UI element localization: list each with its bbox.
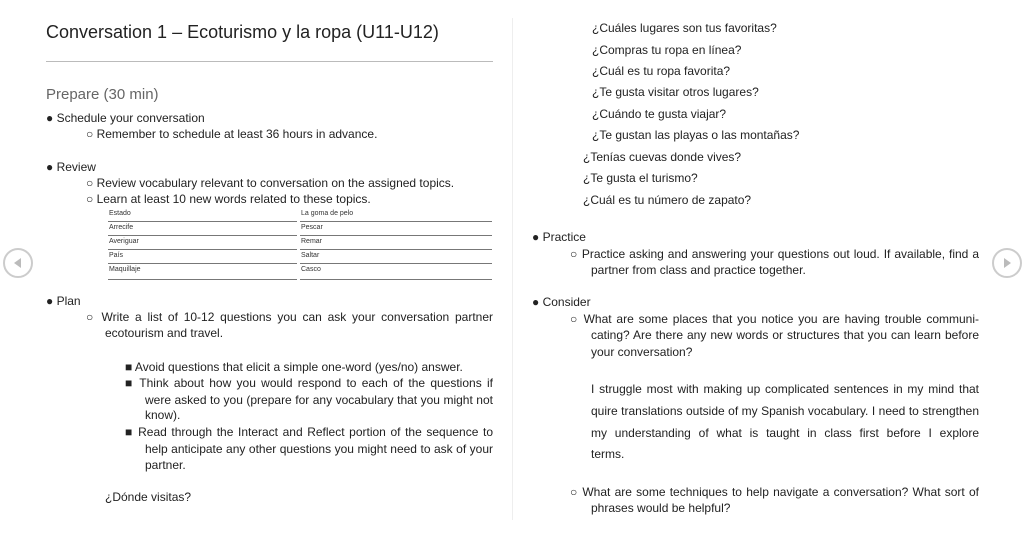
plan-item-line: ○ Write a list of 10-12 questions you can ask your conversation partner (86, 310, 493, 324)
vocab-cell: País (109, 252, 124, 259)
plan-subbullet-line: partner. (145, 458, 186, 472)
answer-line: my understanding of what is taught in class first before I explore (591, 426, 979, 440)
plan-subbullet: ■ Think about how you would respond to each of the questions if (125, 376, 493, 390)
next-page-button[interactable] (992, 248, 1022, 278)
vocab-cell: Casco (301, 266, 321, 273)
consider-bullet: ● Consider (532, 295, 591, 309)
prepare-heading: Prepare (30 min) (46, 86, 159, 103)
previous-page-button[interactable] (3, 248, 33, 278)
arrow-right-icon (1001, 257, 1013, 269)
consider-line: cating? Are there any new words or structures that you can learn before (591, 328, 979, 342)
practice-bullet: ● Practice (532, 230, 586, 244)
vocab-cell: Pescar (301, 224, 323, 231)
question: ¿Cuáles lugares son tus favoritas? (592, 21, 777, 35)
plan-subbullet: ■ Avoid questions that elicit a simple one-word (yes/no) answer. (125, 360, 463, 374)
vocab-cell: Averiguar (109, 238, 139, 245)
column-divider (512, 18, 513, 520)
consider-line: phrases would be helpful? (591, 501, 731, 515)
vocab-cell: La goma de pelo (301, 210, 354, 217)
vocab-cell: Saltar (301, 252, 320, 259)
row-line (300, 221, 492, 222)
row-line (108, 221, 297, 222)
answer-line: quire translations outside of my Spanish vocabulary. I need to strengthen (591, 404, 979, 418)
row-line (300, 235, 492, 236)
question: ¿Te gusta el turismo? (583, 171, 698, 185)
row-line (300, 279, 492, 280)
plan-item-line: ecotourism and travel. (105, 326, 224, 340)
horizontal-rule (46, 61, 493, 62)
vocab-cell: Arrecife (109, 224, 134, 231)
row-line (108, 249, 297, 250)
schedule-sub: ○ Remember to schedule at least 36 hours in advance. (86, 127, 378, 141)
schedule-bullet: ● Schedule your conversation (46, 111, 205, 125)
vocab-cell: Remar (301, 238, 323, 245)
row-line (300, 249, 492, 250)
row-line (108, 235, 297, 236)
review-sub-1: ○ Review vocabulary relevant to conversation on the assigned topics. (86, 176, 455, 190)
practice-line: ○ Practice asking and answering your questions out loud. If available, find a (570, 247, 979, 261)
question: ¿Dónde visitas? (105, 490, 192, 504)
plan-subbullet-line: know). (145, 408, 181, 422)
answer-line: I struggle most with making up complicated sentences in my mind that (591, 382, 979, 396)
row-line (108, 263, 297, 264)
review-sub-2: ○ Learn at least 10 new words related to these topics. (86, 192, 371, 206)
plan-subbullet: ■ Read through the Interact and Reflect portion of the sequence to (125, 425, 493, 439)
answer-line: terms. (591, 447, 625, 461)
question: ¿Cuál es tu número de zapato? (583, 193, 752, 207)
question: ¿Compras tu ropa en línea? (592, 43, 742, 57)
question: ¿Tenías cuevas donde vives? (583, 150, 742, 164)
question: ¿Te gustan las playas o las montañas? (592, 128, 800, 142)
practice-line: partner from class and practice together. (591, 263, 806, 277)
plan-subbullet-line: were asked to you (prepare for any vocabulary that you might not (145, 393, 493, 407)
consider-line: ○ What are some places that you notice you are having trouble communi- (570, 312, 979, 326)
consider-line: ○ What are some techniques to help navigate a conversation? What sort of (570, 485, 979, 499)
question: ¿Cuándo te gusta viajar? (592, 107, 727, 121)
plan-bullet: ● Plan (46, 294, 81, 308)
vocab-cell: Maquillaje (109, 266, 141, 273)
page-title: Conversation 1 – Ecoturismo y la ropa (U11-U12) (46, 22, 439, 42)
row-line (300, 263, 492, 264)
review-bullet: ● Review (46, 160, 96, 174)
consider-line: your conversation? (591, 345, 693, 359)
plan-subbullet-line: help anticipate any other questions you might need to ask of your (145, 442, 493, 456)
vocab-cell: Estado (109, 210, 131, 217)
question: ¿Te gusta visitar otros lugares? (592, 85, 759, 99)
question: ¿Cuál es tu ropa favorita? (592, 64, 731, 78)
arrow-left-icon (12, 257, 24, 269)
row-line (108, 279, 297, 280)
